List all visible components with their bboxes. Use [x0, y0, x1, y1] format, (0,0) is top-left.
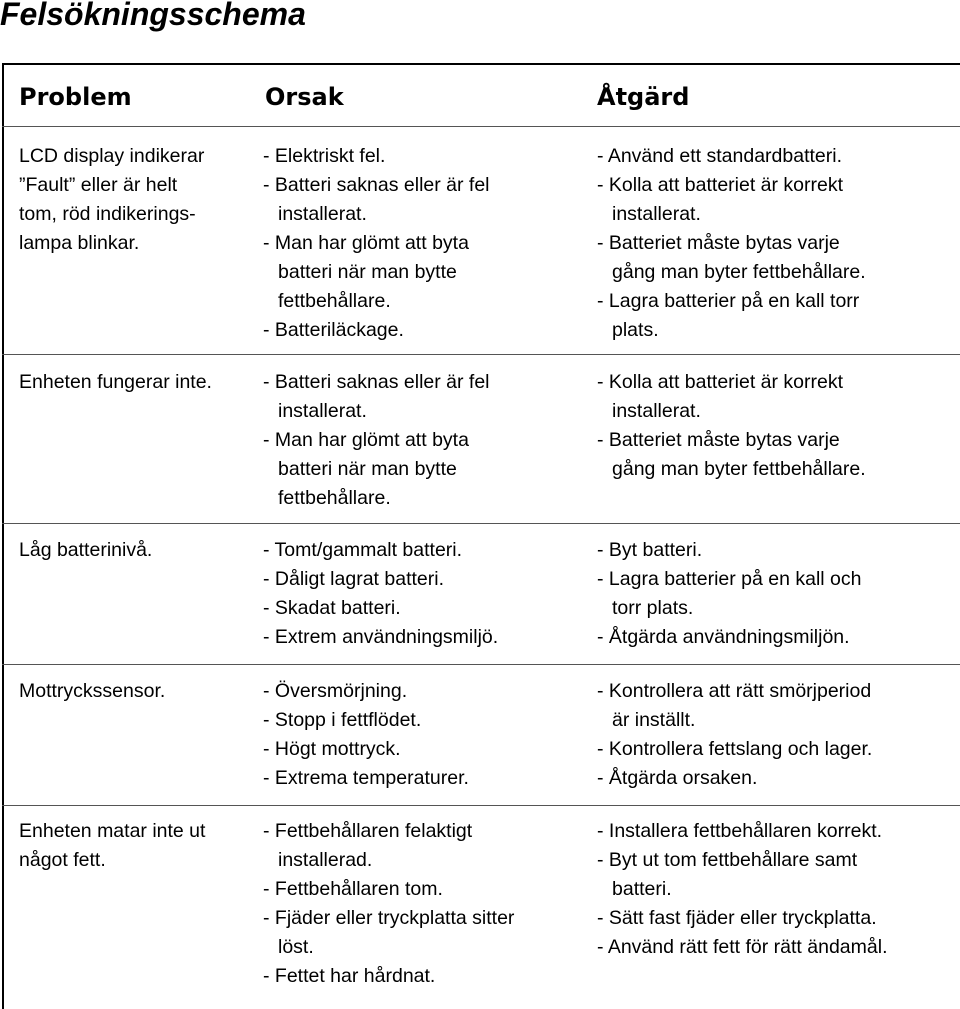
cause-item-text: - Tomt/gammalt batteri. [263, 539, 463, 561]
action-item [597, 171, 957, 229]
action-item-text: - Byt ut tom fettbehållare samt [597, 849, 858, 871]
row-divider [2, 523, 960, 524]
problem-cell [19, 817, 259, 875]
action-item-text: torr plats. [612, 597, 694, 619]
cause-item-text: löst. [278, 936, 314, 958]
action-item-text: - Installera fettbehållaren korrekt. [597, 820, 883, 842]
action-item-text: är inställt. [612, 709, 696, 731]
cause-item-text: - Fettbehållaren tom. [263, 878, 443, 900]
action-item-text: - Åtgärda användningsmiljön. [597, 626, 850, 648]
action-item-text: - Sätt fast fjäder eller tryckplatta. [597, 907, 877, 929]
problem-text: tom, röd indikerings- [19, 203, 196, 225]
problem-cell [19, 142, 259, 258]
cause-item-text: fettbehållare. [278, 487, 391, 509]
problem-text: Enheten matar inte ut [19, 820, 206, 842]
action-cell [597, 142, 957, 345]
action-item-text: - Använd rätt fett för rätt ändamål. [597, 936, 888, 958]
action-item-text: - Kolla att batteriet är korrekt [597, 174, 844, 196]
header-action: Åtgärd [597, 83, 690, 111]
action-item [597, 735, 957, 764]
problem-text: Mottryckssensor. [19, 680, 166, 702]
problem-text: Enheten fungerar inte. [19, 371, 212, 393]
action-item-text: batteri. [612, 878, 672, 900]
cause-item-text: batteri när man bytte [278, 261, 457, 283]
action-item [597, 142, 957, 171]
header-problem: Problem [19, 83, 132, 111]
action-item [597, 817, 957, 846]
cause-cell [263, 142, 593, 345]
cause-item [263, 426, 593, 513]
cause-item-text: - Fettet har hårdnat. [263, 965, 436, 987]
cause-item [263, 368, 593, 426]
problem-text: något fett. [19, 849, 106, 871]
action-item-text: - Kolla att batteriet är korrekt [597, 371, 844, 393]
cause-item-text: - Fettbehållaren felaktigt [263, 820, 473, 842]
action-item-text: - Kontrollera att rätt smörjperiod [597, 680, 872, 702]
problem-text: lampa blinkar. [19, 232, 140, 254]
page-title: Felsökningsschema [0, 0, 306, 32]
action-item-text: - Batteriet måste bytas varje [597, 429, 840, 451]
action-item-text: installerat. [612, 400, 701, 422]
action-item [597, 846, 957, 904]
cause-item-text: - Batteri saknas eller är fel [263, 174, 490, 196]
action-cell [597, 817, 957, 962]
cause-item-text: - Man har glömt att byta [263, 429, 469, 451]
cause-item-text: - Extrem användningsmiljö. [263, 626, 499, 648]
action-item-text: - Kontrollera fettslang och lager. [597, 738, 873, 760]
cause-item [263, 229, 593, 316]
cause-item-text: - Batteri saknas eller är fel [263, 371, 490, 393]
cause-item [263, 171, 593, 229]
cause-item [263, 316, 593, 345]
cause-item [263, 817, 593, 875]
action-item [597, 933, 957, 962]
action-cell [597, 536, 957, 652]
cause-item-text: installerad. [278, 849, 373, 871]
cause-cell [263, 677, 593, 793]
cause-item [263, 706, 593, 735]
action-cell [597, 368, 957, 484]
cause-item [263, 565, 593, 594]
row-divider [2, 664, 960, 665]
action-item [597, 623, 957, 652]
cause-item-text: - Fjäder eller tryckplatta sitter [263, 907, 515, 929]
cause-cell [263, 536, 593, 652]
cause-item-text: - Skadat batteri. [263, 597, 401, 619]
cause-item-text: - Elektriskt fel. [263, 145, 386, 167]
problem-cell [19, 368, 259, 397]
cause-cell [263, 817, 593, 991]
action-item [597, 904, 957, 933]
action-item [597, 565, 957, 623]
action-item [597, 536, 957, 565]
problem-cell [19, 677, 259, 706]
problem-text: LCD display indikerar [19, 145, 205, 167]
cause-item-text: batteri när man bytte [278, 458, 457, 480]
action-item [597, 229, 957, 287]
cause-item-text: - Dåligt lagrat batteri. [263, 568, 444, 590]
action-item-text: gång man byter fettbehållare. [612, 261, 866, 283]
cause-item [263, 875, 593, 904]
action-item [597, 426, 957, 484]
problem-text: Låg batterinivå. [19, 539, 153, 561]
cause-item-text: - Extrema temperaturer. [263, 767, 469, 789]
action-item [597, 368, 957, 426]
cause-item [263, 962, 593, 991]
action-item-text: - Använd ett standardbatteri. [597, 145, 842, 167]
cause-item [263, 735, 593, 764]
action-item-text: - Lagra batterier på en kall torr [597, 290, 860, 312]
row-divider [2, 805, 960, 806]
action-item [597, 764, 957, 793]
cause-item [263, 536, 593, 565]
cause-item-text: - Översmörjning. [263, 680, 408, 702]
action-item-text: installerat. [612, 203, 701, 225]
cause-item-text: fettbehållare. [278, 290, 391, 312]
action-item-text: - Lagra batterier på en kall och [597, 568, 862, 590]
action-item-text: - Åtgärda orsaken. [597, 767, 758, 789]
action-item-text: - Byt batteri. [597, 539, 703, 561]
header-divider [2, 126, 960, 127]
action-item [597, 677, 957, 735]
cause-item-text: - Stopp i fettflödet. [263, 709, 422, 731]
header-cause: Orsak [265, 83, 344, 111]
cause-item [263, 623, 593, 652]
action-item-text: gång man byter fettbehållare. [612, 458, 866, 480]
cause-item [263, 764, 593, 793]
problem-cell [19, 536, 259, 565]
cause-item-text: - Batteriläckage. [263, 319, 404, 341]
action-cell [597, 677, 957, 793]
cause-cell [263, 368, 593, 513]
action-item-text: plats. [612, 319, 659, 341]
cause-item-text: - Högt mottryck. [263, 738, 401, 760]
problem-text: ”Fault” eller är helt [19, 174, 178, 196]
action-item [597, 287, 957, 345]
cause-item [263, 677, 593, 706]
row-divider [2, 354, 960, 355]
cause-item-text: installerat. [278, 400, 367, 422]
cause-item [263, 594, 593, 623]
cause-item-text: - Man har glömt att byta [263, 232, 469, 254]
action-item-text: - Batteriet måste bytas varje [597, 232, 840, 254]
cause-item [263, 142, 593, 171]
cause-item [263, 904, 593, 962]
cause-item-text: installerat. [278, 203, 367, 225]
